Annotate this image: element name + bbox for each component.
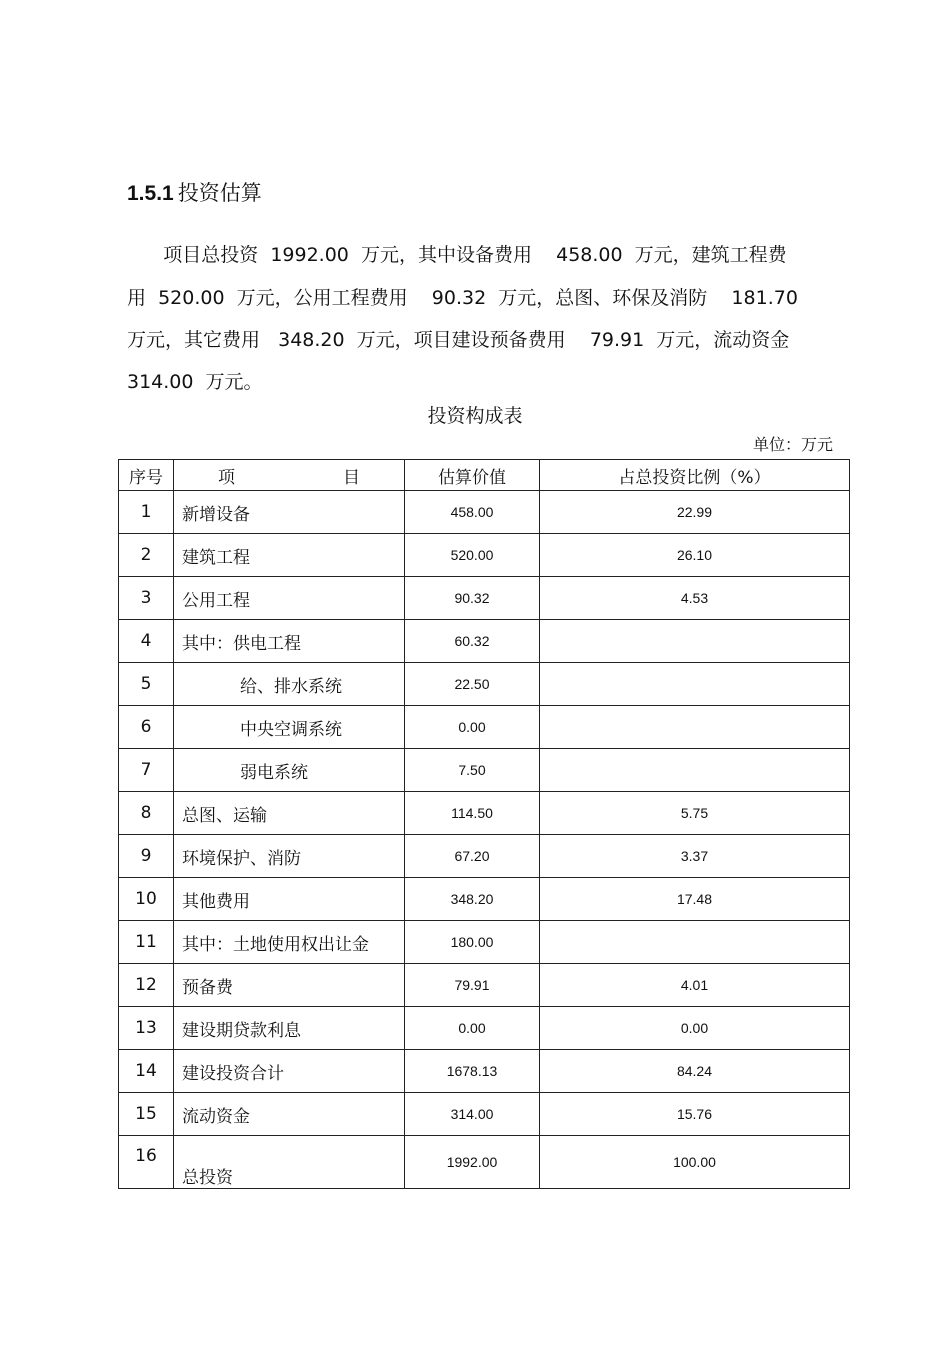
row-estimate-value: 520.00 [405, 534, 540, 577]
table-row [119, 1007, 850, 1050]
row-index: 3 [119, 577, 174, 620]
row-index: 2 [119, 534, 174, 577]
row-index: 6 [119, 706, 174, 749]
paragraph-line: 项目总投资 1992.00 万元，其中设备费用 458.00 万元，建筑工程费 [127, 244, 787, 266]
row-item: 给、排水系统 [174, 663, 405, 706]
row-item: 中央空调系统 [174, 706, 405, 749]
row-ratio: 22.99 [540, 491, 850, 534]
table-row [119, 921, 850, 964]
row-item: 环境保护、消防 [174, 835, 405, 878]
row-estimate-value: 458.00 [405, 491, 540, 534]
row-ratio [540, 663, 850, 706]
table-row [119, 1093, 850, 1136]
row-ratio [540, 706, 850, 749]
investment-table [118, 459, 850, 1189]
row-index: 5 [119, 663, 174, 706]
row-index: 4 [119, 620, 174, 663]
table-row [119, 534, 850, 577]
row-ratio: 15.76 [540, 1093, 850, 1136]
table-row [119, 1050, 850, 1093]
row-estimate-value: 7.50 [405, 749, 540, 792]
row-index: 15 [119, 1093, 174, 1136]
row-item: 预备费 [174, 964, 405, 1007]
row-ratio: 3.37 [540, 835, 850, 878]
table-row [119, 663, 850, 706]
row-estimate-value: 22.50 [405, 663, 540, 706]
row-ratio: 84.24 [540, 1050, 850, 1093]
row-estimate-value: 0.00 [405, 1007, 540, 1050]
row-estimate-value: 314.00 [405, 1093, 540, 1136]
table-row [119, 964, 850, 1007]
row-item: 总投资 [174, 1136, 405, 1189]
header-ratio: 占总投资比例（%） [540, 460, 850, 491]
row-estimate-value: 79.91 [405, 964, 540, 1007]
table-row [119, 749, 850, 792]
row-ratio [540, 620, 850, 663]
row-ratio: 4.01 [540, 964, 850, 1007]
row-ratio: 0.00 [540, 1007, 850, 1050]
table-header-row [119, 460, 850, 491]
row-index: 9 [119, 835, 174, 878]
table-row [119, 878, 850, 921]
row-index: 16 [119, 1136, 174, 1189]
row-estimate-value: 1992.00 [405, 1136, 540, 1189]
row-ratio [540, 749, 850, 792]
row-index: 14 [119, 1050, 174, 1093]
row-item: 建设投资合计 [174, 1050, 405, 1093]
section-title: 投资估算 [177, 181, 262, 205]
row-item: 建筑工程 [174, 534, 405, 577]
row-estimate-value: 348.20 [405, 878, 540, 921]
paragraph-line: 314.00 万元。 [127, 371, 263, 393]
row-estimate-value: 67.20 [405, 835, 540, 878]
header-index: 序号 [119, 460, 174, 491]
row-item: 建设期贷款利息 [174, 1007, 405, 1050]
row-ratio: 100.00 [540, 1136, 850, 1189]
row-ratio: 4.53 [540, 577, 850, 620]
section-heading [127, 178, 262, 209]
row-estimate-value: 1678.13 [405, 1050, 540, 1093]
row-index: 12 [119, 964, 174, 1007]
section-number: 1.5.1 [127, 182, 174, 205]
row-index: 8 [119, 792, 174, 835]
row-ratio: 26.10 [540, 534, 850, 577]
row-item: 公用工程 [174, 577, 405, 620]
table-row [119, 1136, 850, 1189]
row-item: 弱电系统 [174, 749, 405, 792]
row-item: 其中：供电工程 [174, 620, 405, 663]
row-item: 流动资金 [174, 1093, 405, 1136]
table-row [119, 620, 850, 663]
row-estimate-value: 180.00 [405, 921, 540, 964]
header-estimate: 估算价值 [405, 460, 540, 491]
row-ratio: 5.75 [540, 792, 850, 835]
row-index: 13 [119, 1007, 174, 1050]
row-item: 总图、运输 [174, 792, 405, 835]
table-row [119, 491, 850, 534]
row-estimate-value: 90.32 [405, 577, 540, 620]
row-item: 其他费用 [174, 878, 405, 921]
row-item: 新增设备 [174, 491, 405, 534]
unit-label: 单位：万元 [752, 435, 833, 454]
table-row [119, 577, 850, 620]
row-ratio [540, 921, 850, 964]
table-row [119, 706, 850, 749]
row-index: 7 [119, 749, 174, 792]
table-row [119, 835, 850, 878]
header-item: 项 目 [174, 460, 405, 491]
row-index: 1 [119, 491, 174, 534]
row-index: 11 [119, 921, 174, 964]
row-estimate-value: 0.00 [405, 706, 540, 749]
row-item: 其中：土地使用权出让金 [174, 921, 405, 964]
row-index: 10 [119, 878, 174, 921]
paragraph-line: 万元，其它费用 348.20 万元，项目建设预备费用 79.91 万元，流动资金 [127, 329, 790, 351]
row-ratio: 17.48 [540, 878, 850, 921]
table-title: 投资构成表 [427, 405, 523, 427]
paragraph-line: 用 520.00 万元，公用工程费用 90.32 万元，总图、环保及消防 181.70 [127, 287, 798, 309]
table-row [119, 792, 850, 835]
row-estimate-value: 114.50 [405, 792, 540, 835]
row-estimate-value: 60.32 [405, 620, 540, 663]
